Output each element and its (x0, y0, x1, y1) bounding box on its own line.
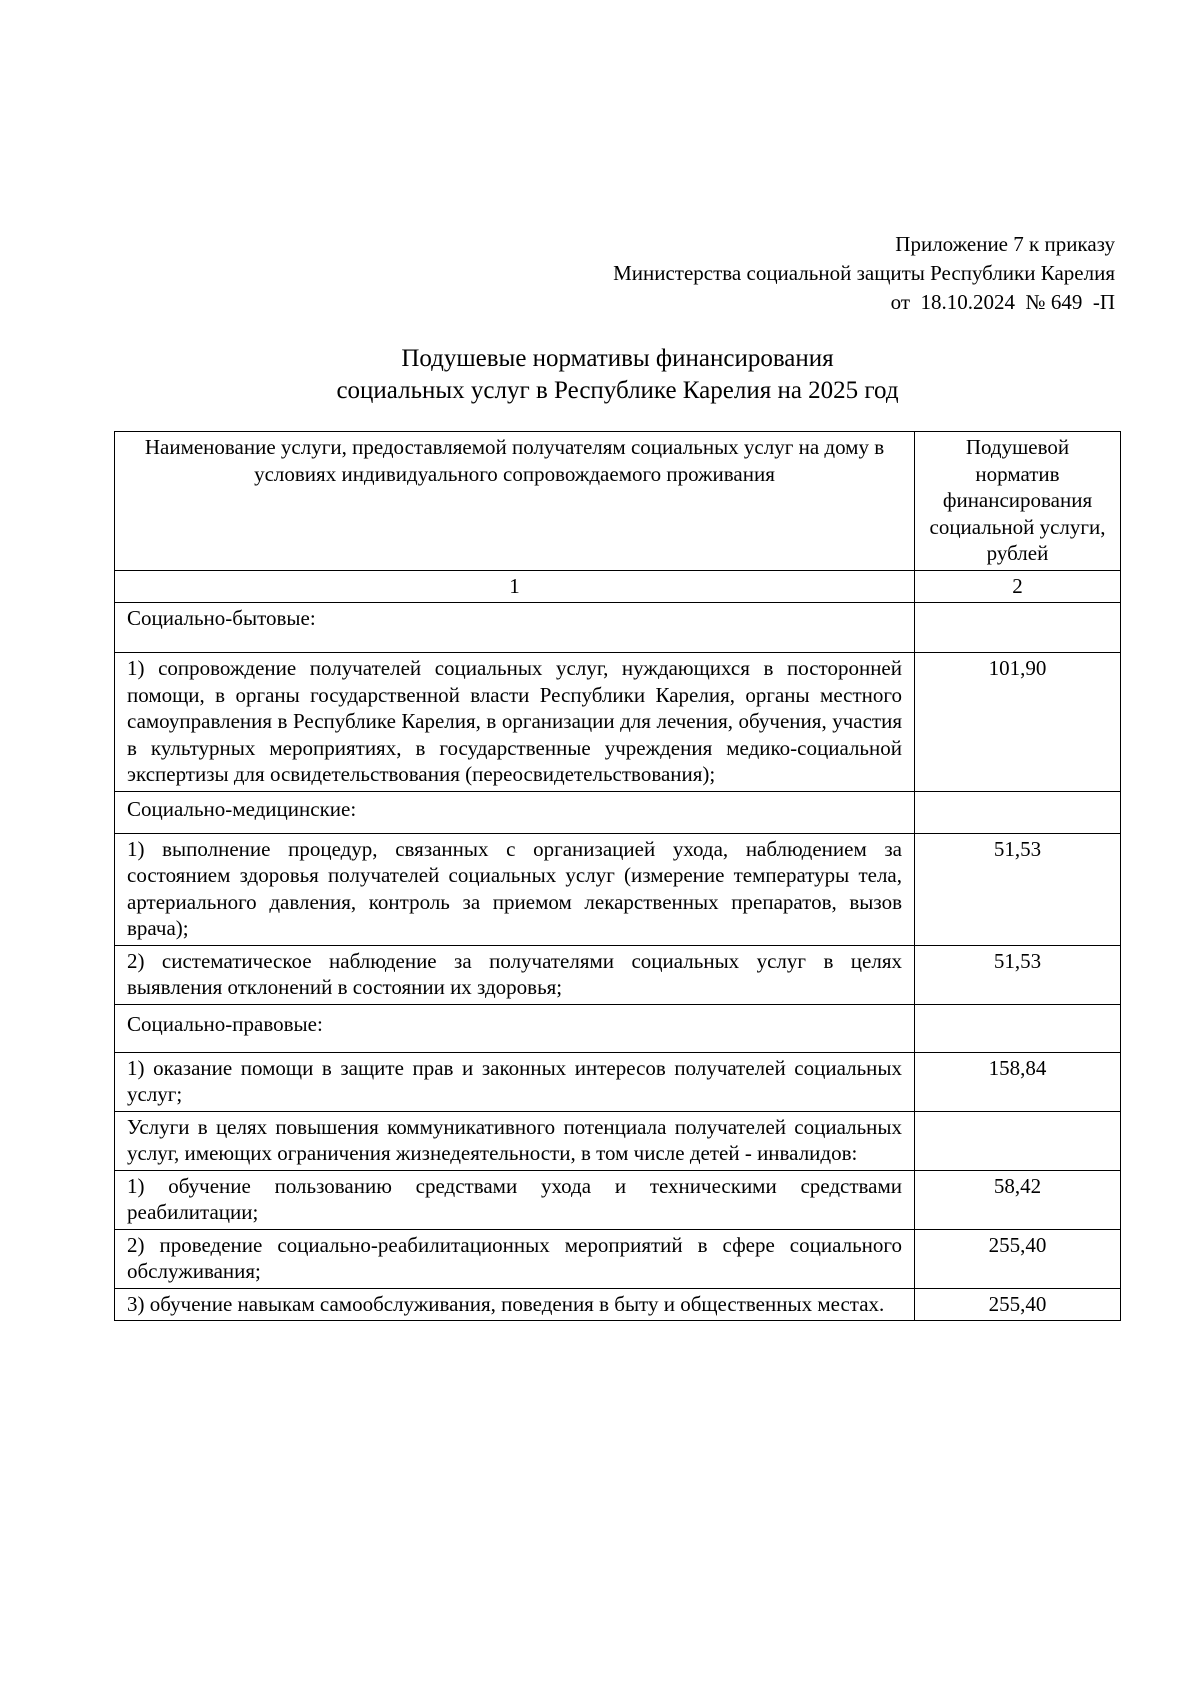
title-line-1: Подушевые нормативы финансирования (401, 345, 834, 372)
norm-value: 158,84 (915, 1052, 1121, 1111)
service-name: 3) обучение навыкам самообслуживания, поведения в быту и общественных местах. (115, 1288, 915, 1321)
service-name: 1) сопровождение получателей социальных услуг, нуждающихся в посторонней помощи, в органы государственной власти Республики Карелия, органы местного самоуправления в Республике Карелия, в организации для лечения, обучения, участия в культурных мероприятиях, в государственные учреждения медико-социальной экспертизы для освидетельствования (переосвидетельствования); (115, 653, 915, 792)
table-row (115, 1229, 1121, 1288)
order-date-number: от 18.10.2024 № 649 -П (890, 290, 1115, 314)
table-header-row (115, 432, 1121, 571)
service-name: 2) проведение социально-реабилитационных мероприятий в сфере социального обслуживания; (115, 1229, 915, 1288)
section-title: Социально-правовые: (115, 1004, 915, 1052)
section-title: Услуги в целях повышения коммуникативного потенциала получателей социальных услуг, имеющих ограничения жизнедеятельности, в том числе детей - инвалидов: (115, 1111, 915, 1170)
appendix-line: Приложение 7 к приказу (895, 232, 1115, 256)
service-name: 1) обучение пользованию средствами ухода и техническими средствами реабилитации; (115, 1170, 915, 1229)
section-title: Социально-медицинские: (115, 791, 915, 833)
table-row (115, 945, 1121, 1004)
service-name: 2) систематическое наблюдение за получателями социальных услуг в целях выявления отклонений в состоянии их здоровья; (115, 945, 915, 1004)
document-title (115, 343, 1120, 407)
norms-table (114, 431, 1121, 1321)
section-title: Социально-бытовые: (115, 603, 915, 653)
column-number-row (115, 570, 1121, 603)
norm-value: 51,53 (915, 945, 1121, 1004)
column-header-service-name: Наименование услуги, предоставляемой получателям социальных услуг на дому в условиях индивидуального сопровождаемого проживания (115, 432, 915, 571)
table-row (115, 1288, 1121, 1321)
section-empty-cell (915, 1111, 1121, 1170)
norm-value: 101,90 (915, 653, 1121, 792)
norm-value: 255,40 (915, 1288, 1121, 1321)
column-number-2: 2 (915, 570, 1121, 603)
service-name: 1) выполнение процедур, связанных с организацией ухода, наблюдением за состоянием здоровья получателей социальных услуг (измерение температуры тела, артериального давления, контроль за приемом лекарственных препаратов, вызов врача); (115, 833, 915, 945)
table-row (115, 1052, 1121, 1111)
norm-value: 51,53 (915, 833, 1121, 945)
norm-value: 58,42 (915, 1170, 1121, 1229)
ministry-line: Министерства социальной защиты Республики Карелия (613, 261, 1115, 285)
table-row (115, 833, 1121, 945)
table-row (115, 1170, 1121, 1229)
section-row (115, 1004, 1121, 1052)
section-empty-cell (915, 603, 1121, 653)
section-row (115, 1111, 1121, 1170)
table-row (115, 653, 1121, 792)
section-empty-cell (915, 1004, 1121, 1052)
appendix-header (613, 230, 1115, 317)
service-name: 1) оказание помощи в защите прав и законных интересов получателей социальных услуг; (115, 1052, 915, 1111)
column-number-1: 1 (115, 570, 915, 603)
section-row (115, 791, 1121, 833)
title-line-2: социальных услуг в Республике Карелия на 2025 год (336, 377, 899, 404)
column-header-norm: Подушевой норматив финансирования социальной услуги, рублей (915, 432, 1121, 571)
section-empty-cell (915, 791, 1121, 833)
section-row (115, 603, 1121, 653)
norm-value: 255,40 (915, 1229, 1121, 1288)
